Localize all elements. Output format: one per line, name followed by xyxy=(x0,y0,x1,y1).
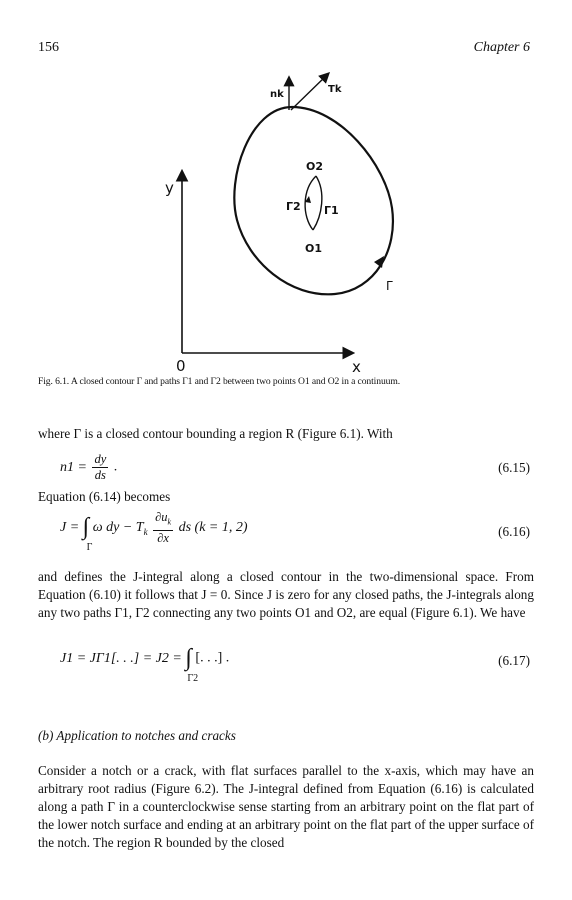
eq616-num-text: ∂u xyxy=(155,510,168,524)
label-x: x xyxy=(352,358,361,376)
eq615-num: dy xyxy=(94,452,107,466)
equation-6-16 xyxy=(38,510,530,554)
eq615-den: ds xyxy=(94,468,106,482)
eq615-lhs: n1 = xyxy=(60,459,87,475)
label-gamma: Γ xyxy=(386,279,393,293)
label-y: y xyxy=(165,179,174,197)
eq616-num-k: k xyxy=(167,517,172,527)
paragraph-4: Consider a notch or a crack, with flat surfaces parallel to the x-axis, which may have an arbitrary root radius (Figure 6.2). The J-integral defined from Equation (6.16) is calculated along a path Γ in a counterclockwise sense starting from an arbitrary point on the flat part of the lower notch surface and ending at an arbitrary point on the flat part of the upper surface of the notch. The region R bounded by the closed xyxy=(38,763,534,850)
eq617-tail: [. . .] . xyxy=(195,650,230,666)
page-number: 156 xyxy=(38,40,59,55)
eq617-integral-sub: Γ2 xyxy=(187,673,199,684)
chapter-title: Chapter 6 xyxy=(473,40,530,55)
label-gamma2: Γ2 xyxy=(286,200,301,213)
eq617-lhs: J1 = JΓ1[. . .] = J2 = xyxy=(60,650,182,666)
label-origin: 0 xyxy=(176,357,186,375)
eq616-number: (6.16) xyxy=(498,524,530,539)
eq616-part1: ω dy − T xyxy=(92,519,144,535)
figure-caption: Fig. 6.1. A closed contour Γ and paths Γ1 and Γ2 between two points O1 and O2 in a continuum. xyxy=(38,376,400,387)
eq616-integral-sign: ∫ xyxy=(82,514,90,541)
eq616-lhs: J = xyxy=(60,519,80,535)
eq615-fraction xyxy=(92,452,108,483)
traction-vector-tk xyxy=(291,74,328,110)
page-header xyxy=(38,40,530,60)
eq616-part2: ds (k = 1, 2) xyxy=(178,519,248,535)
eq615-number: (6.15) xyxy=(498,460,530,475)
label-gamma1: Γ1 xyxy=(324,204,339,217)
eq617-integral xyxy=(185,645,199,684)
paragraph-3: and defines the J-integral along a closed contour in the two-dimensional space. From Equation (6.10) it follows that J = 0. Since J is zero for any closed paths, the J-integrals along any two paths Γ1, Γ2 connecting any two points O1 and O2, are equal (Figure 6.1). We have xyxy=(38,569,534,620)
path-gamma2 xyxy=(305,176,316,230)
eq616-integral-sub: Γ xyxy=(86,542,93,554)
eq616-k: k xyxy=(143,526,148,537)
label-o2: O2 xyxy=(306,160,324,173)
paragraph-1: where Γ is a closed contour bounding a region R (Figure 6.1). With xyxy=(38,426,393,441)
path-gamma1 xyxy=(313,176,322,230)
eq617-number: (6.17) xyxy=(498,653,530,668)
label-nk: nk xyxy=(270,89,284,100)
paragraph-2: Equation (6.14) becomes xyxy=(38,489,171,504)
label-o1: O1 xyxy=(305,242,323,255)
section-heading: (b) Application to notches and cracks xyxy=(38,728,236,743)
contour-gamma xyxy=(234,107,393,294)
eq616-integral xyxy=(82,514,93,554)
eq616-num xyxy=(153,510,173,531)
eq616-fraction xyxy=(153,510,173,546)
equation-6-17 xyxy=(38,645,530,684)
equation-6-15 xyxy=(38,452,530,483)
label-tk: Tk xyxy=(328,84,342,95)
eq617-integral-sign: ∫ xyxy=(185,645,192,671)
eq615-tail: . xyxy=(113,459,118,475)
eq616-den: ∂x xyxy=(157,530,169,545)
figure-6-1 xyxy=(0,60,572,380)
